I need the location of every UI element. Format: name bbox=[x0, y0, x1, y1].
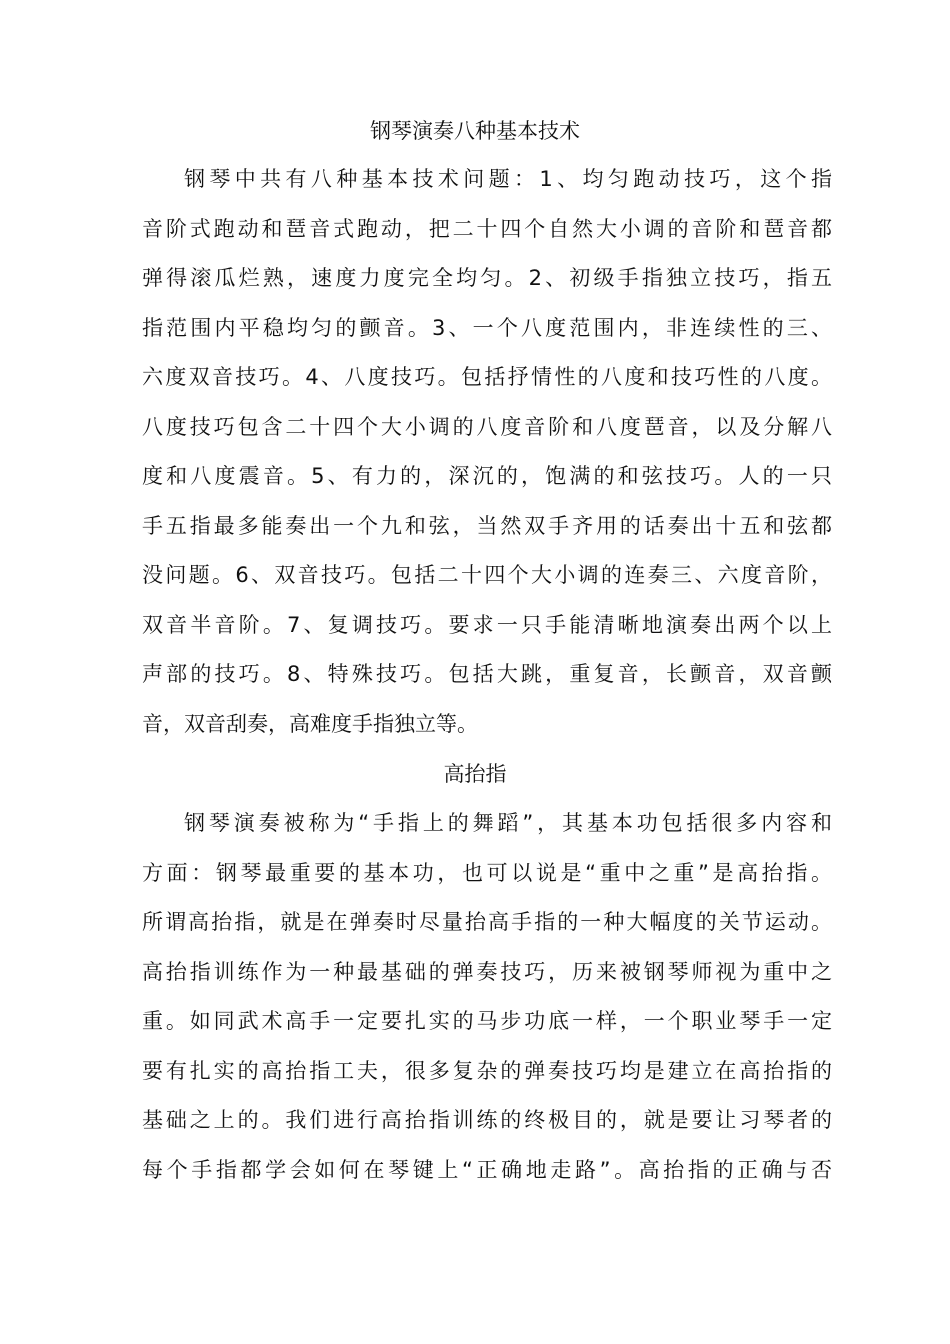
paragraph-line: 要有扎实的高抬指工夫，很多复杂的弹奏技巧均是建立在高抬指的 bbox=[142, 1058, 832, 1083]
paragraph-line: 声部的技巧。8、特殊技巧。包括大跳，重复音，长颤音，双音颤 bbox=[142, 662, 832, 686]
paragraph-line: 手五指最多能奏出一个九和弦，当然双手齐用的话奏出十五和弦都 bbox=[142, 513, 832, 538]
paragraph-line: 没问题。6、双音技巧。包括二十四个大小调的连奏三、六度音阶， bbox=[142, 563, 832, 587]
paragraph-line: 音阶式跑动和琶音式跑动，把二十四个自然大小调的音阶和琶音都 bbox=[142, 216, 832, 241]
paragraph-line: 八度技巧包含二十四个大小调的八度音阶和八度琶音，以及分解八 bbox=[142, 414, 832, 439]
paragraph-high-finger bbox=[142, 808, 832, 1204]
paragraph-techniques bbox=[142, 164, 832, 758]
paragraph-line: 六度双音技巧。4、八度技巧。包括抒情性的八度和技巧性的八度。 bbox=[142, 365, 832, 389]
section-title-high-finger: 高抬指 bbox=[443, 762, 507, 786]
paragraph-line: 重。如同武术高手一定要扎实的马步功底一样，一个职业琴手一定 bbox=[142, 1009, 832, 1033]
paragraph-line: 基础之上的。我们进行高抬指训练的终极目的，就是要让习琴者的 bbox=[142, 1108, 832, 1132]
paragraph-line: 弹得滚瓜烂熟，速度力度完全均匀。2、初级手指独立技巧，指五 bbox=[142, 266, 832, 290]
paragraph-line: 指范围内平稳均匀的颤音。3、一个八度范围内，非连续性的三、 bbox=[142, 315, 832, 340]
paragraph-line: 方面：钢琴最重要的基本功，也可以说是“重中之重”是高抬指。 bbox=[142, 860, 832, 885]
section-title-techniques: 钢琴演奏八种基本技术 bbox=[370, 119, 580, 143]
paragraph-line: 度和八度震音。5、有力的，深沉的，饱满的和弦技巧。人的一只 bbox=[142, 464, 832, 488]
paragraph-line: 双音半音阶。7、复调技巧。要求一只手能清晰地演奏出两个以上 bbox=[142, 612, 832, 637]
paragraph-line: 每个手指都学会如何在琴键上“正确地走路”。高抬指的正确与否 bbox=[142, 1157, 832, 1182]
paragraph-line: 钢琴中共有八种基本技术问题：1、均匀跑动技巧，这个指 bbox=[184, 167, 832, 191]
paragraph-line: 音，双音刮奏，高难度手指独立等。 bbox=[142, 711, 478, 736]
paragraph-line: 所谓高抬指，就是在弹奏时尽量抬高手指的一种大幅度的关节运动。 bbox=[142, 910, 832, 934]
paragraph-line: 高抬指训练作为一种最基础的弹奏技巧，历来被钢琴师视为重中之 bbox=[142, 959, 832, 984]
paragraph-line: 钢琴演奏被称为“手指上的舞蹈”，其基本功包括很多内容和 bbox=[184, 811, 832, 835]
